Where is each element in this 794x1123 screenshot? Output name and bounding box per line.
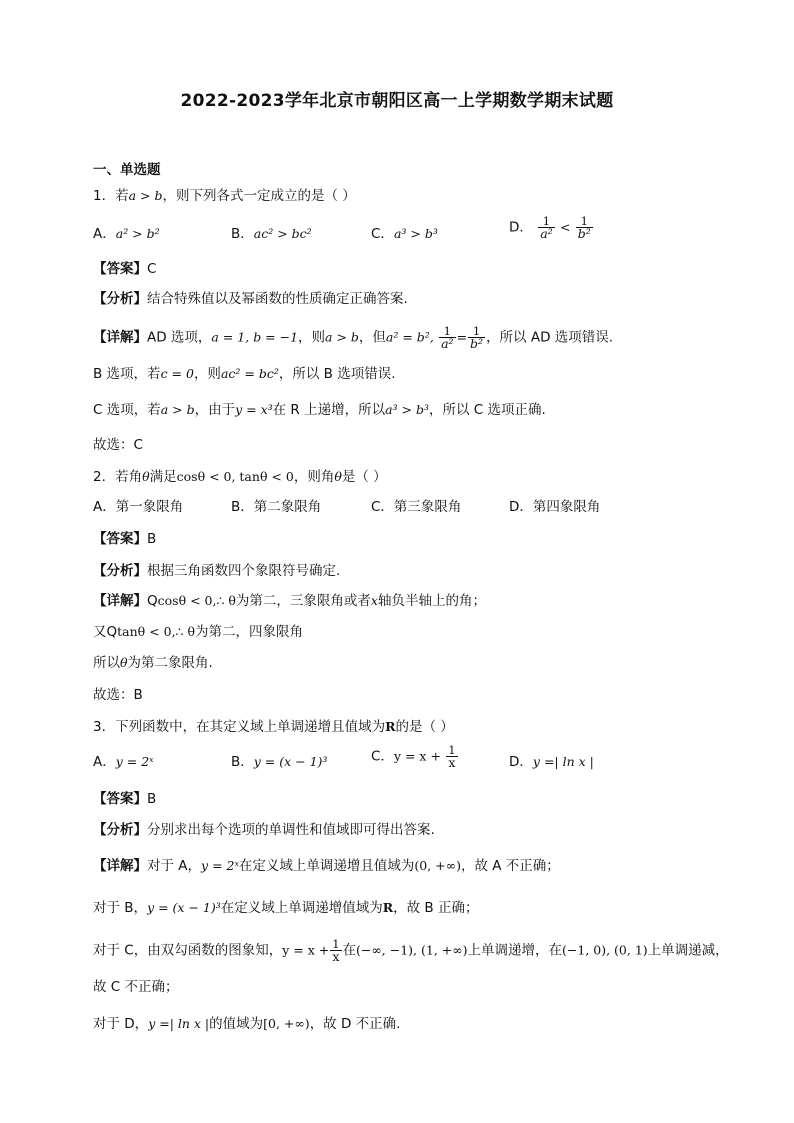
- q1-analysis: 【分析】结合特殊值以及幂函数的性质确定正确答案.: [93, 291, 408, 307]
- q2-option-a: A．第一象限角: [93, 499, 184, 515]
- q2-conclusion: 故选：B: [93, 687, 143, 703]
- q1-detail-line-1: 【详解】AD 选项，a = 1, b = −1，则a > b，但a² = b², $\frac{1}{\text{a²}}$ = $\frac{1}{\text{b²}}$ ，所以 AD 选项错误.: [93, 324, 614, 351]
- q3-detail-line-4: 故 C 不正确；: [93, 979, 179, 995]
- q2-detail-line-3: 所以θ为第二象限角.: [93, 655, 213, 671]
- q2-analysis: 【分析】根据三角函数四个象限符号确定.: [93, 563, 341, 579]
- fraction: $\frac{1}{\text{b²}}$: [470, 324, 484, 351]
- fraction: $\frac{1}{x}$: [332, 937, 340, 964]
- q3-option-a: A．y = 2ˣ: [93, 754, 154, 770]
- q3-option-c: C．y = x + $\frac{1}{x}$: [371, 743, 456, 770]
- q2-answer: 【答案】B: [93, 531, 157, 547]
- q1-option-b: B．ac² > bc²: [231, 226, 312, 242]
- q3-answer: 【答案】B: [93, 791, 157, 807]
- q3-analysis: 【分析】分别求出每个选项的单调性和值域即可得出答案.: [93, 822, 435, 838]
- q1-detail-line-3: C 选项，若a > b，由于y = x³在 R 上递增，所以a³ > b³，所以 C 选项正确.: [93, 402, 546, 418]
- question-2-stem: 2．若角θ满足cosθ < 0, tanθ < 0，则角θ是（ ）: [93, 469, 387, 485]
- q3-option-b: B．y = (x − 1)³: [231, 754, 328, 770]
- fraction: $\frac{1}{\text{a²}}$: [540, 214, 553, 241]
- fraction: $\frac{1}{\text{a²}}$: [441, 324, 454, 351]
- q1-option-d: D． $\frac{1}{\text{a²}}$ < $\frac{1}{\text{b²}}$: [509, 214, 591, 241]
- section-heading: 一、单选题: [93, 162, 161, 178]
- fraction: $\frac{1}{\text{b²}}$: [577, 214, 591, 241]
- q3-detail-line-3: 对于 C，由双勾函数的图象知，y = x + $\frac{1}{x}$ 在(−∞, −1), (1, +∞)上单调递增，在(−1, 0), (0, 1)上单调递减，: [93, 937, 729, 964]
- fraction: $\frac{1}{x}$: [448, 743, 456, 770]
- q1-option-c: C．a³ > b³: [371, 226, 438, 242]
- q3-detail-line-1: 【详解】对于 A，y = 2ˣ在定义域上单调递增且值域为(0, +∞)，故 A 不正确；: [93, 858, 560, 874]
- q3-option-d: D．y =| ln x |: [509, 754, 594, 770]
- question-1-stem: 1．若a > b，则下列各式一定成立的是（ ）: [93, 188, 356, 204]
- q2-option-b: B．第二象限角: [231, 499, 322, 515]
- q1-detail-line-2: B 选项，若c = 0，则ac² = bc²，所以 B 选项错误.: [93, 366, 396, 382]
- page-title: 2022-2023学年北京市朝阳区高一上学期数学期末试题: [180, 91, 614, 111]
- q1-conclusion: 故选：C: [93, 437, 143, 453]
- q2-detail-line-1: 【详解】Qcosθ < 0,∴ θ为第二，三象限角或者x轴负半轴上的角；: [93, 593, 486, 609]
- q3-detail-line-2: 对于 B，y = (x − 1)³在定义域上单调递增值域为R，故 B 正确；: [93, 900, 479, 916]
- question-3-stem: 3．下列函数中，在其定义域上单调递增且值域为R的是（ ）: [93, 719, 454, 735]
- q1-option-a: A．a² > b²: [93, 226, 160, 242]
- q3-detail-line-5: 对于 D，y =| ln x |的值域为[0, +∞)，故 D 不正确.: [93, 1016, 401, 1032]
- q2-option-c: C．第三象限角: [371, 499, 462, 515]
- q1-answer: 【答案】C: [93, 261, 157, 277]
- q2-option-d: D．第四象限角: [509, 499, 601, 515]
- q2-detail-line-2: 又Qtanθ < 0,∴ θ为第二，四象限角: [93, 624, 303, 640]
